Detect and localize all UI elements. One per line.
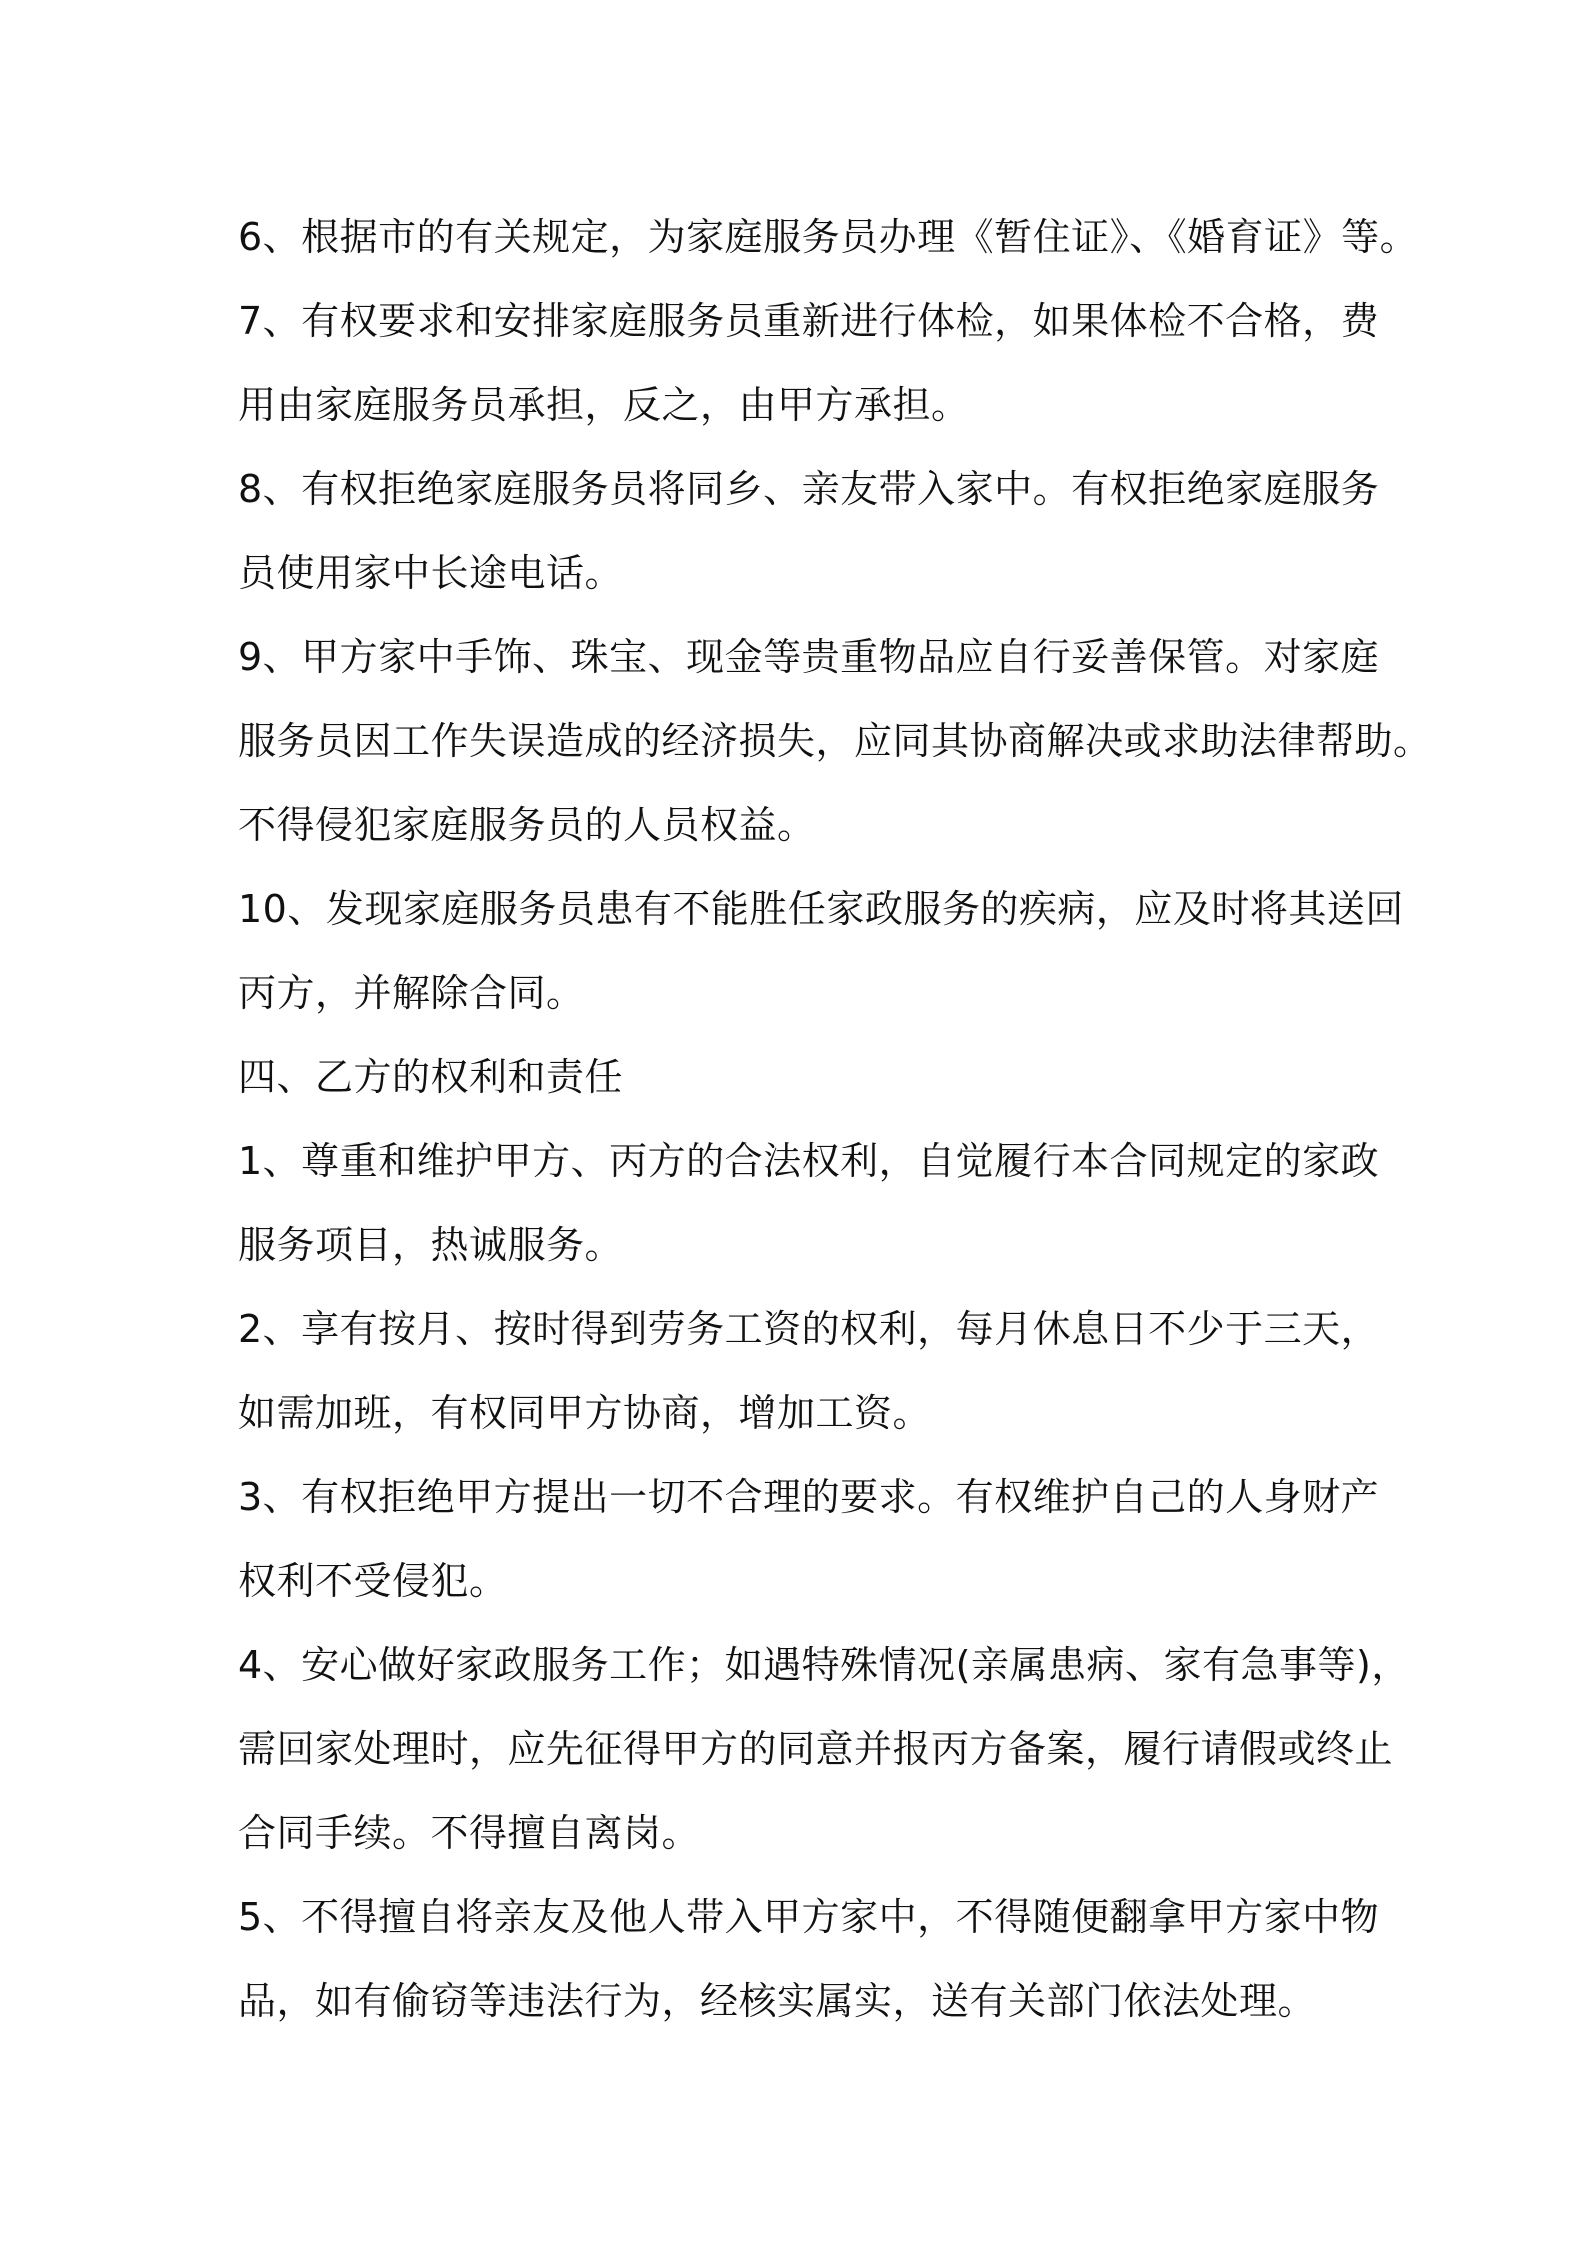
document-body bbox=[238, 195, 1432, 2043]
text-line: 3、有权拒绝甲方提出一切不合理的要求。有权维护自己的人身财产 bbox=[238, 1475, 1380, 1519]
text-line: 用由家庭服务员承担，反之，由甲方承担。 bbox=[238, 383, 970, 427]
text-line: 如需加班，有权同甲方协商，增加工资。 bbox=[238, 1391, 932, 1435]
text-line: 5、不得擅自将亲友及他人带入甲方家中，不得随便翻拿甲方家中物 bbox=[238, 1895, 1380, 1939]
text-line: 7、有权要求和安排家庭服务员重新进行体检，如果体检不合格，费 bbox=[238, 299, 1380, 343]
text-line: 合同手续。不得擅自离岗。 bbox=[238, 1811, 701, 1855]
text-line: 服务项目，热诚服务。 bbox=[238, 1223, 624, 1267]
text-line: 2、享有按月、按时得到劳务工资的权利，每月休息日不少于三天， bbox=[238, 1307, 1380, 1351]
text-line: 员使用家中长途电话。 bbox=[238, 551, 624, 595]
section-heading: 四、乙方的权利和责任 bbox=[238, 1055, 624, 1099]
text-line: 不得侵犯家庭服务员的人员权益。 bbox=[238, 803, 816, 847]
text-line: 权利不受侵犯。 bbox=[238, 1559, 508, 1603]
text-line: 品，如有偷窃等违法行为，经核实属实，送有关部门依法处理。 bbox=[238, 1979, 1317, 2023]
text-line: 需回家处理时，应先征得甲方的同意并报丙方备案，履行请假或终止 bbox=[238, 1727, 1394, 1771]
text-line: 8、有权拒绝家庭服务员将同乡、亲友带入家中。有权拒绝家庭服务 bbox=[238, 467, 1380, 511]
text-line: 服务员因工作失误造成的经济损失，应同其协商解决或求助法律帮助。 bbox=[238, 719, 1432, 763]
text-line: 丙方，并解除合同。 bbox=[238, 971, 585, 1015]
text-line: 4、安心做好家政服务工作；如遇特殊情况(亲属患病、家有急事等)， bbox=[238, 1643, 1410, 1687]
text-line: 6、根据市的有关规定，为家庭服务员办理《暂住证》、《婚育证》等。 bbox=[238, 215, 1419, 259]
text-line: 10、发现家庭服务员患有不能胜任家政服务的疾病，应及时将其送回 bbox=[238, 887, 1404, 931]
text-line: 9、甲方家中手饰、珠宝、现金等贵重物品应自行妥善保管。对家庭 bbox=[238, 635, 1380, 679]
text-line: 1、尊重和维护甲方、丙方的合法权利，自觉履行本合同规定的家政 bbox=[238, 1139, 1380, 1183]
